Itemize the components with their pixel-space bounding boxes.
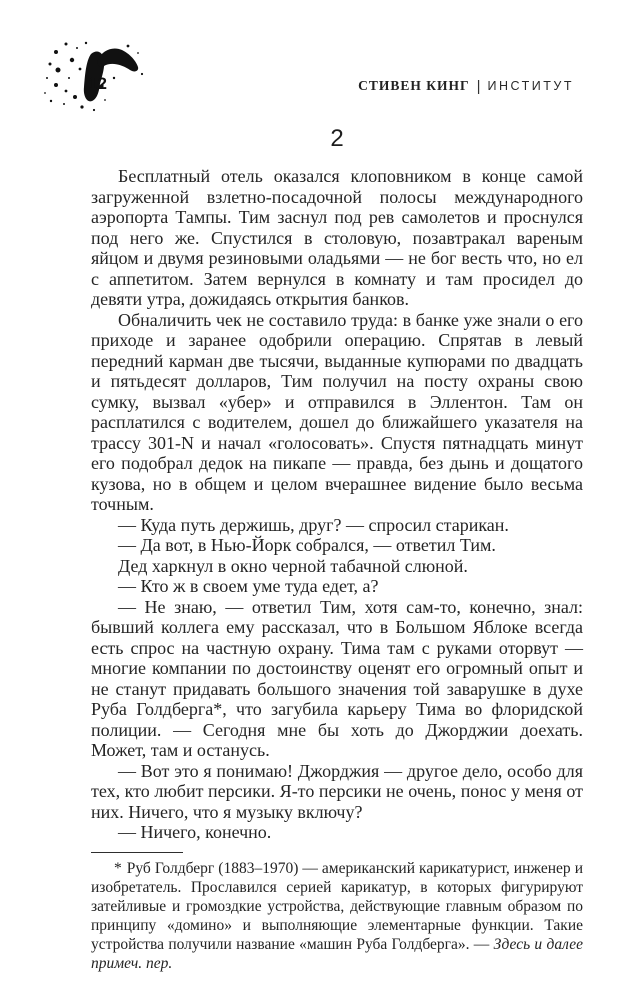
footnote-translator-attribution: Здесь и далее примеч. пер. <box>91 935 583 972</box>
paragraph-4: — Не знаю, — ответил Тим, хотя сам-то, конечно, знал: бывший коллега ему рассказал, что в Большом Яблоке всегда есть спрос на частную охрану. Тима там с руками оторвут — многие компании по достоинству оценят его огромный опыт и не станут придавать большого значения той заварушке в духе Руба Голдберга*, что загубила карьеру Тима во флоридской полиции. — Сегодня мне бы хоть до Джорджии доехать. Может, там и останусь. <box>91 596 583 760</box>
footnote-divider <box>91 852 183 853</box>
dialogue-line-2: — Да вот, в Нью-Йорк собрался, — ответил Тим. <box>118 535 496 555</box>
dialogue-line-1: — Куда путь держишь, друг? — спросил старикан. <box>118 514 509 535</box>
paragraph-2: Обналичить чек не составило труда: в банке уже знали о его приходе и заранее одобрили операцию. Спрятав в левый передний карман две тысячи, выданные купюрами по двадцать и пятьдесят долларов, Тим получил на посту охраны свою сумку, вызвал «убер» и отправился в Эллентон. Там он расплатился с водителем, дошел до ближайшего указателя на трассу 301-N и начал «голосовать». Спустя пятнадцать минут его подобрал дедок на пикапе — правда, без дынь и дощатого кузова, но в общем и целом вчерашнее видение было весьма точным. <box>91 309 583 514</box>
header-author-name: СТИВЕН КИНГ <box>358 78 470 93</box>
page-text-column <box>91 126 583 973</box>
header-book-title: ИНСТИТУТ <box>487 79 574 93</box>
page-corner-art <box>42 38 146 118</box>
footnote-body: Руб Голдберг (1883–1970) — американский карикатурист, инженер и изобретатель. Прославился серией карикатур, в которых фигурируют затейливые и громоздкие устройства, действующие главным образом по принципу «домино» и выполняющие элементарные функции. Такие устройства получили название «машин Руба Голдберга». — <box>91 859 583 953</box>
header-separator-bar: | <box>476 78 481 95</box>
footnote-text <box>91 859 583 973</box>
dialogue-line-3: — Кто ж в своем уме туда едет, а? <box>118 576 379 596</box>
chapter-number: 2 <box>330 125 344 152</box>
dialogue-line-4: — Ничего, конечно. <box>118 822 272 842</box>
footnote-asterisk-marker: * <box>114 859 122 877</box>
footnote-block <box>91 852 583 973</box>
paragraph-3: Дед харкнул в окно черной табачной слюной. <box>118 555 468 576</box>
page-number: 12 <box>88 74 107 93</box>
running-header <box>358 77 574 95</box>
paragraph-5: — Вот это я понимаю! Джорджия — другое дело, особо для тех, кто любит персики. Я-то персики не очень, понос у меня от них. Ничего, что я музыку включу? <box>91 760 583 822</box>
paragraph-1: Бесплатный отель оказался клоповником в конце самой загруженной взлетно-посадочной полосы международного аэропорта Тампы. Тим заснул под рев самолетов и проснулся под него же. Спустился в столовую, позавтракал вареным яйцом и двумя резиновыми оладьями — не бог весть что, но ел с аппетитом. Затем вернулся в комнату и там просидел до девяти утра, дожидаясь открытия банков. <box>91 166 583 309</box>
